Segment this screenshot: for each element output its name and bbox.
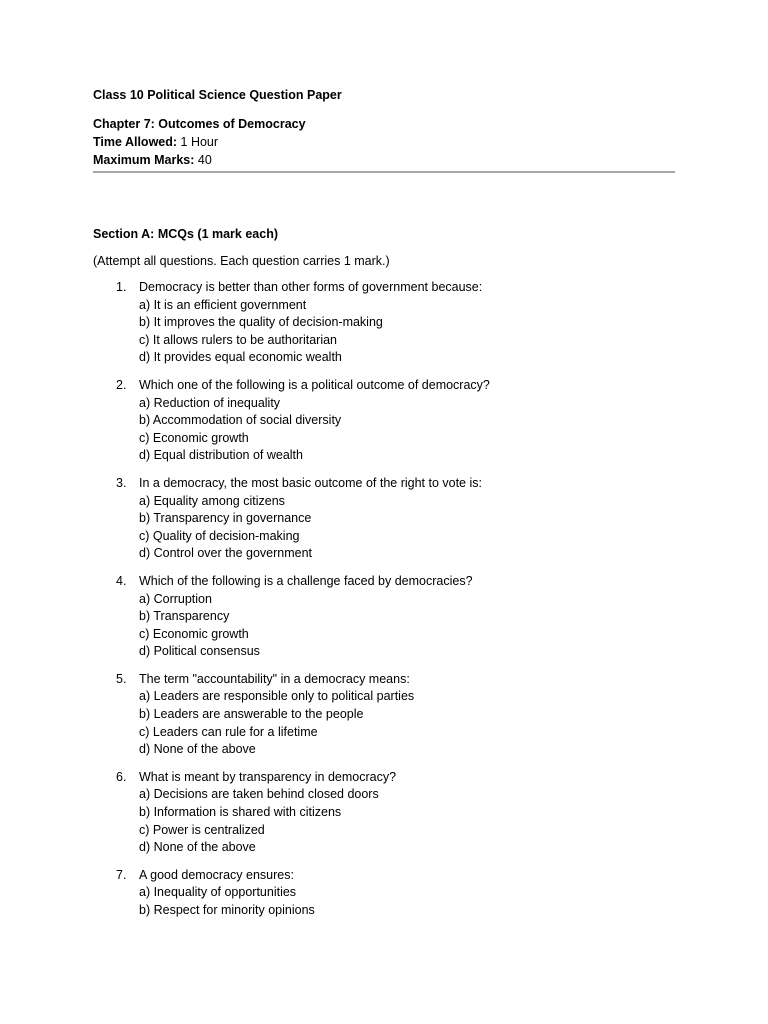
answer-option: a) Decisions are taken behind closed doors <box>139 787 379 802</box>
answer-option: b) Transparency <box>139 609 230 624</box>
answer-option: c) It allows rulers to be authoritarian <box>139 332 338 347</box>
answer-option: b) Transparency in governance <box>139 511 312 526</box>
answer-option: d) Control over the government <box>139 546 313 561</box>
answer-option: a) Equality among citizens <box>139 493 285 508</box>
time-allowed <box>93 133 675 151</box>
answer-option: b) Leaders are answerable to the people <box>139 707 364 722</box>
question-text: Which one of the following is a political outcome of democracy? <box>139 377 490 392</box>
answer-option: d) None of the above <box>139 742 256 757</box>
section-a-title: Section A: MCQs (1 mark each) <box>93 227 279 241</box>
answer-option: b) Respect for minority opinions <box>139 903 315 917</box>
question-number: 4. <box>116 573 127 588</box>
question-item <box>93 671 675 759</box>
question-list <box>93 279 675 920</box>
question-item <box>93 475 675 563</box>
question-item <box>93 867 675 920</box>
answer-option: a) Inequality of opportunities <box>139 885 297 900</box>
question-item <box>93 769 675 857</box>
answer-option: d) Equal distribution of wealth <box>139 448 303 463</box>
maximum-marks-value: 40 <box>194 153 212 167</box>
time-allowed-value: 1 Hour <box>177 135 219 149</box>
question-text: A good democracy ensures: <box>139 867 294 882</box>
answer-option: c) Leaders can rule for a lifetime <box>139 724 318 739</box>
answer-option: d) Political consensus <box>139 644 260 659</box>
answer-option: c) Quality of decision-making <box>139 528 300 543</box>
maximum-marks-label: Maximum Marks: <box>93 153 195 167</box>
document-page <box>93 87 675 930</box>
question-text: Which of the following is a challenge faced by democracies? <box>139 573 473 588</box>
time-allowed-label: Time Allowed: <box>93 135 178 149</box>
document-title: Class 10 Political Science Question Paper <box>93 88 342 102</box>
answer-option: d) It provides equal economic wealth <box>139 350 342 365</box>
question-text: In a democracy, the most basic outcome of the right to vote is: <box>139 475 482 490</box>
answer-option: b) Information is shared with citizens <box>139 805 342 820</box>
question-number: 6. <box>116 769 127 784</box>
answer-option: a) It is an efficient government <box>139 297 307 312</box>
question-number: 7. <box>116 867 127 882</box>
answer-option: a) Leaders are responsible only to political parties <box>139 689 415 704</box>
section-a-instructions: (Attempt all questions. Each question carries 1 mark.) <box>93 254 390 268</box>
question-item <box>93 377 675 465</box>
answer-option: c) Economic growth <box>139 430 249 445</box>
maximum-marks <box>93 151 675 169</box>
question-item <box>93 573 675 661</box>
answer-option: b) It improves the quality of decision-making <box>139 315 383 330</box>
answer-option: c) Power is centralized <box>139 822 265 837</box>
answer-option: b) Accommodation of social diversity <box>139 413 342 428</box>
question-number: 1. <box>116 280 127 294</box>
chapter-label: Chapter 7: Outcomes of Democracy <box>93 117 306 131</box>
answer-option: a) Corruption <box>139 591 212 606</box>
horizontal-rule <box>93 171 675 173</box>
question-item <box>93 279 675 367</box>
question-number: 3. <box>116 475 127 490</box>
answer-option: c) Economic growth <box>139 626 249 641</box>
question-number: 2. <box>116 377 127 392</box>
question-number: 5. <box>116 671 127 686</box>
answer-option: d) None of the above <box>139 840 256 855</box>
question-text: Democracy is better than other forms of government because: <box>139 280 483 294</box>
question-text: The term "accountability" in a democracy means: <box>139 671 410 686</box>
answer-option: a) Reduction of inequality <box>139 395 281 410</box>
document-meta <box>93 115 675 169</box>
question-text: What is meant by transparency in democracy? <box>139 769 397 784</box>
